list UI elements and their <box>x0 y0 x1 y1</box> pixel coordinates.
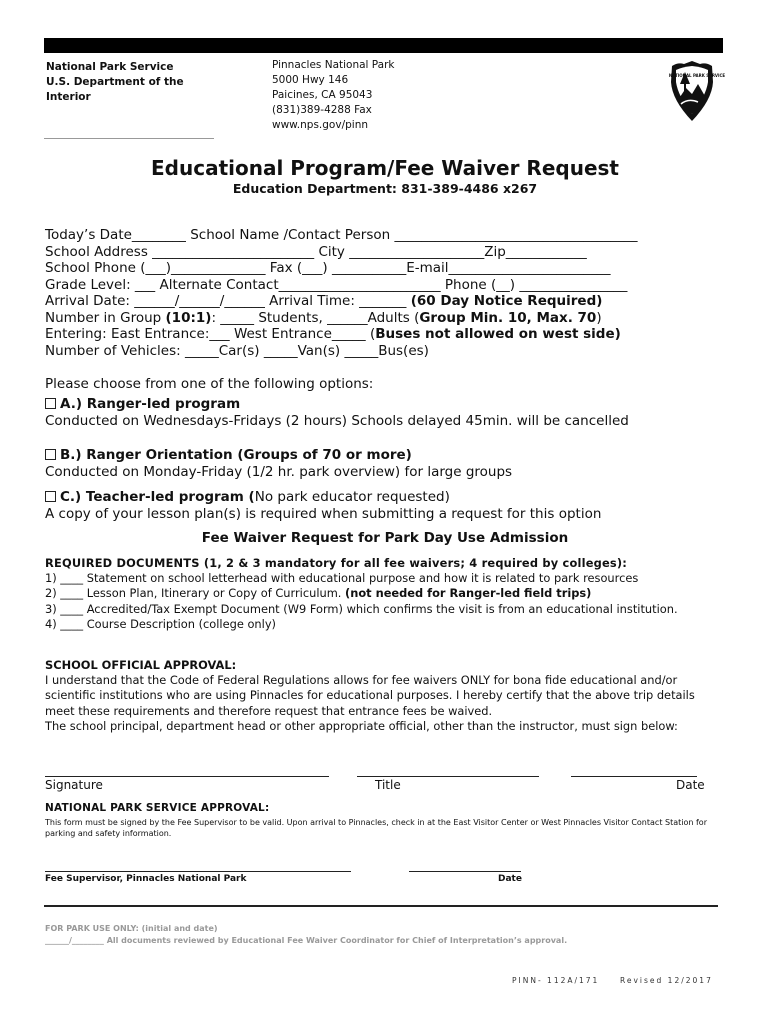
option-c-title-rest: No park educator requested) <box>254 489 450 505</box>
document-item[interactable] <box>45 586 725 601</box>
agency-name: National Park Service <box>46 61 174 73</box>
supervisor-label: Fee Supervisor, Pinnacles National Park <box>45 874 247 884</box>
group-text: : _____ Students, ______Adults ( <box>211 309 420 326</box>
entrance-field[interactable] <box>45 326 745 343</box>
arrival-text: Arrival Date: ______/______/______ Arrival Time: _______ <box>45 293 411 309</box>
arrival-field[interactable] <box>45 293 745 310</box>
department-name-cont: Interior <box>46 91 91 103</box>
bus-note: Buses not allowed on west side) <box>375 326 621 342</box>
checkbox-icon[interactable] <box>45 398 56 409</box>
nps-arrowhead-icon <box>668 60 726 122</box>
signature-label: Signature <box>45 778 103 792</box>
nps-approval-header: NATIONAL PARK SERVICE APPROVAL: <box>45 802 270 814</box>
school-approval <box>45 658 725 734</box>
title-line[interactable] <box>357 776 539 777</box>
group-close: ) <box>596 309 602 326</box>
revision-date: Revised 12/2017 <box>620 976 713 985</box>
title-label: Title <box>375 778 401 792</box>
address-line: 5000 Hwy 146 <box>272 74 349 86</box>
option-b-desc: Conducted on Monday-Friday (1/2 hr. park overview) for large groups <box>45 464 513 480</box>
program-options <box>45 376 755 523</box>
signature-line[interactable] <box>45 776 329 777</box>
option-c-title: C.) Teacher-led program ( <box>60 489 255 505</box>
option-a-title: A.) Ranger-led program <box>60 396 241 412</box>
address-field[interactable]: School Address ________________________ City ____________________Zip____________ <box>45 243 587 260</box>
form-number: PINN- 112A/171 <box>512 976 600 985</box>
approval-header: SCHOOL OFFICIAL APPROVAL: <box>45 658 237 672</box>
date-line[interactable] <box>571 776 697 777</box>
park-use-only <box>45 923 725 947</box>
logo-text: NATIONAL PARK SERVICE <box>668 73 726 78</box>
group-size-field[interactable] <box>45 310 745 327</box>
ratio-note: (10:1) <box>165 309 212 326</box>
address-line: Paicines, CA 95043 <box>272 89 373 101</box>
department-name: U.S. Department of the <box>46 76 184 88</box>
notice-note: (60 Day Notice Required) <box>410 293 603 309</box>
group-label: Number in Group <box>45 309 166 326</box>
address-line: Pinnacles National Park <box>272 59 395 71</box>
address-line: (831)389-4288 Fax <box>272 104 372 116</box>
document-item[interactable]: 3) ____ Accredited/Tax Exempt Document (W9 Form) which confirms the visit is from an educational institution. <box>45 601 678 616</box>
address-line: www.nps.gov/pinn <box>272 119 368 131</box>
nps-approval <box>45 802 725 839</box>
vehicles-field[interactable]: Number of Vehicles: _____Car(s) _____Van(s) _____Bus(es) <box>45 342 429 359</box>
documents-header: REQUIRED DOCUMENTS (1, 2 & 3 mandatory for all fee waivers; 4 required by colleges): <box>45 556 628 570</box>
option-a-desc: Conducted on Wednesdays-Fridays (2 hours) Schools delayed 45min. will be cancelled <box>45 413 629 429</box>
entrance-text: Entering: East Entrance:___ West Entrance_____ ( <box>45 326 376 342</box>
phone-fax-email-field[interactable]: School Phone (___)______________ Fax (___) ___________E-mail________________________ <box>45 260 611 276</box>
document-item[interactable]: 1) ____ Statement on school letterhead with educational purpose and how it is related to park resources <box>45 571 639 586</box>
park-use-divider <box>44 905 718 907</box>
options-intro: Please choose from one of the following options: <box>45 376 374 392</box>
park-use-review: ______/________ All documents reviewed by Educational Fee Waiver Coordinator for Chief of Interpretation’s approval. <box>45 936 568 945</box>
option-c-desc: A copy of your lesson plan(s) is required when submitting a request for this option <box>45 506 602 522</box>
form-subtitle: Education Department: 831-389-4486 x267 <box>232 181 538 196</box>
agency-divider <box>44 138 214 139</box>
park-address <box>272 58 395 133</box>
document-item-note: (not needed for Ranger-led field trips) <box>345 586 592 601</box>
agency-block <box>46 60 216 103</box>
checkbox-icon[interactable] <box>45 449 56 460</box>
approval-text: I understand that the Code of Federal Regulations allows for fee waivers ONLY for bona fide educational and/or scientific institutions who are using Pinnacles for educational purposes. I hereby certify that the above trip details meet these requirements and therefore request that entrance fees be waived. <box>45 673 695 718</box>
supervisor-date-line[interactable] <box>409 871 521 872</box>
park-use-header: FOR PARK USE ONLY: (initial and date) <box>45 924 218 933</box>
option-b-title: B.) Ranger Orientation (Groups of 70 or more) <box>60 447 412 463</box>
form-title: Educational Program/Fee Waiver Request <box>151 156 619 180</box>
option-b[interactable] <box>45 447 755 464</box>
group-limit-note: Group Min. 10, Max. 70 <box>419 309 597 326</box>
supervisor-date-label: Date <box>498 874 522 884</box>
checkbox-icon[interactable] <box>45 491 56 502</box>
header-bar <box>44 38 723 53</box>
document-item-text: 2) ____ Lesson Plan, Itinerary or Copy of Curriculum. <box>45 586 346 601</box>
trip-details-form <box>45 227 745 359</box>
required-documents <box>45 556 725 632</box>
option-c[interactable] <box>45 489 755 506</box>
fee-waiver-title: Fee Waiver Request for Park Day Use Admission <box>201 530 569 546</box>
option-a[interactable] <box>45 396 755 413</box>
grade-contact-field[interactable] <box>45 277 745 294</box>
date-school-field[interactable]: Today’s Date________ School Name /Contact Person ____________________________________ <box>45 227 638 243</box>
document-item[interactable]: 4) ____ Course Description (college only) <box>45 616 277 631</box>
grade-contact-text: Grade Level: ___ Alternate Contact________________________ Phone (__) ________________ <box>45 276 628 293</box>
approval-instructions: The school principal, department head or other appropriate official, other than the instructor, must sign below: <box>45 718 678 733</box>
nps-approval-note: This form must be signed by the Fee Supervisor to be valid. Upon arrival to Pinnacles, check in at the East Visitor Center or West Pinnacles Visitor Contact Station for parking and safety information. <box>45 818 707 838</box>
date-label: Date <box>676 778 705 792</box>
supervisor-signature-line[interactable] <box>45 871 351 872</box>
